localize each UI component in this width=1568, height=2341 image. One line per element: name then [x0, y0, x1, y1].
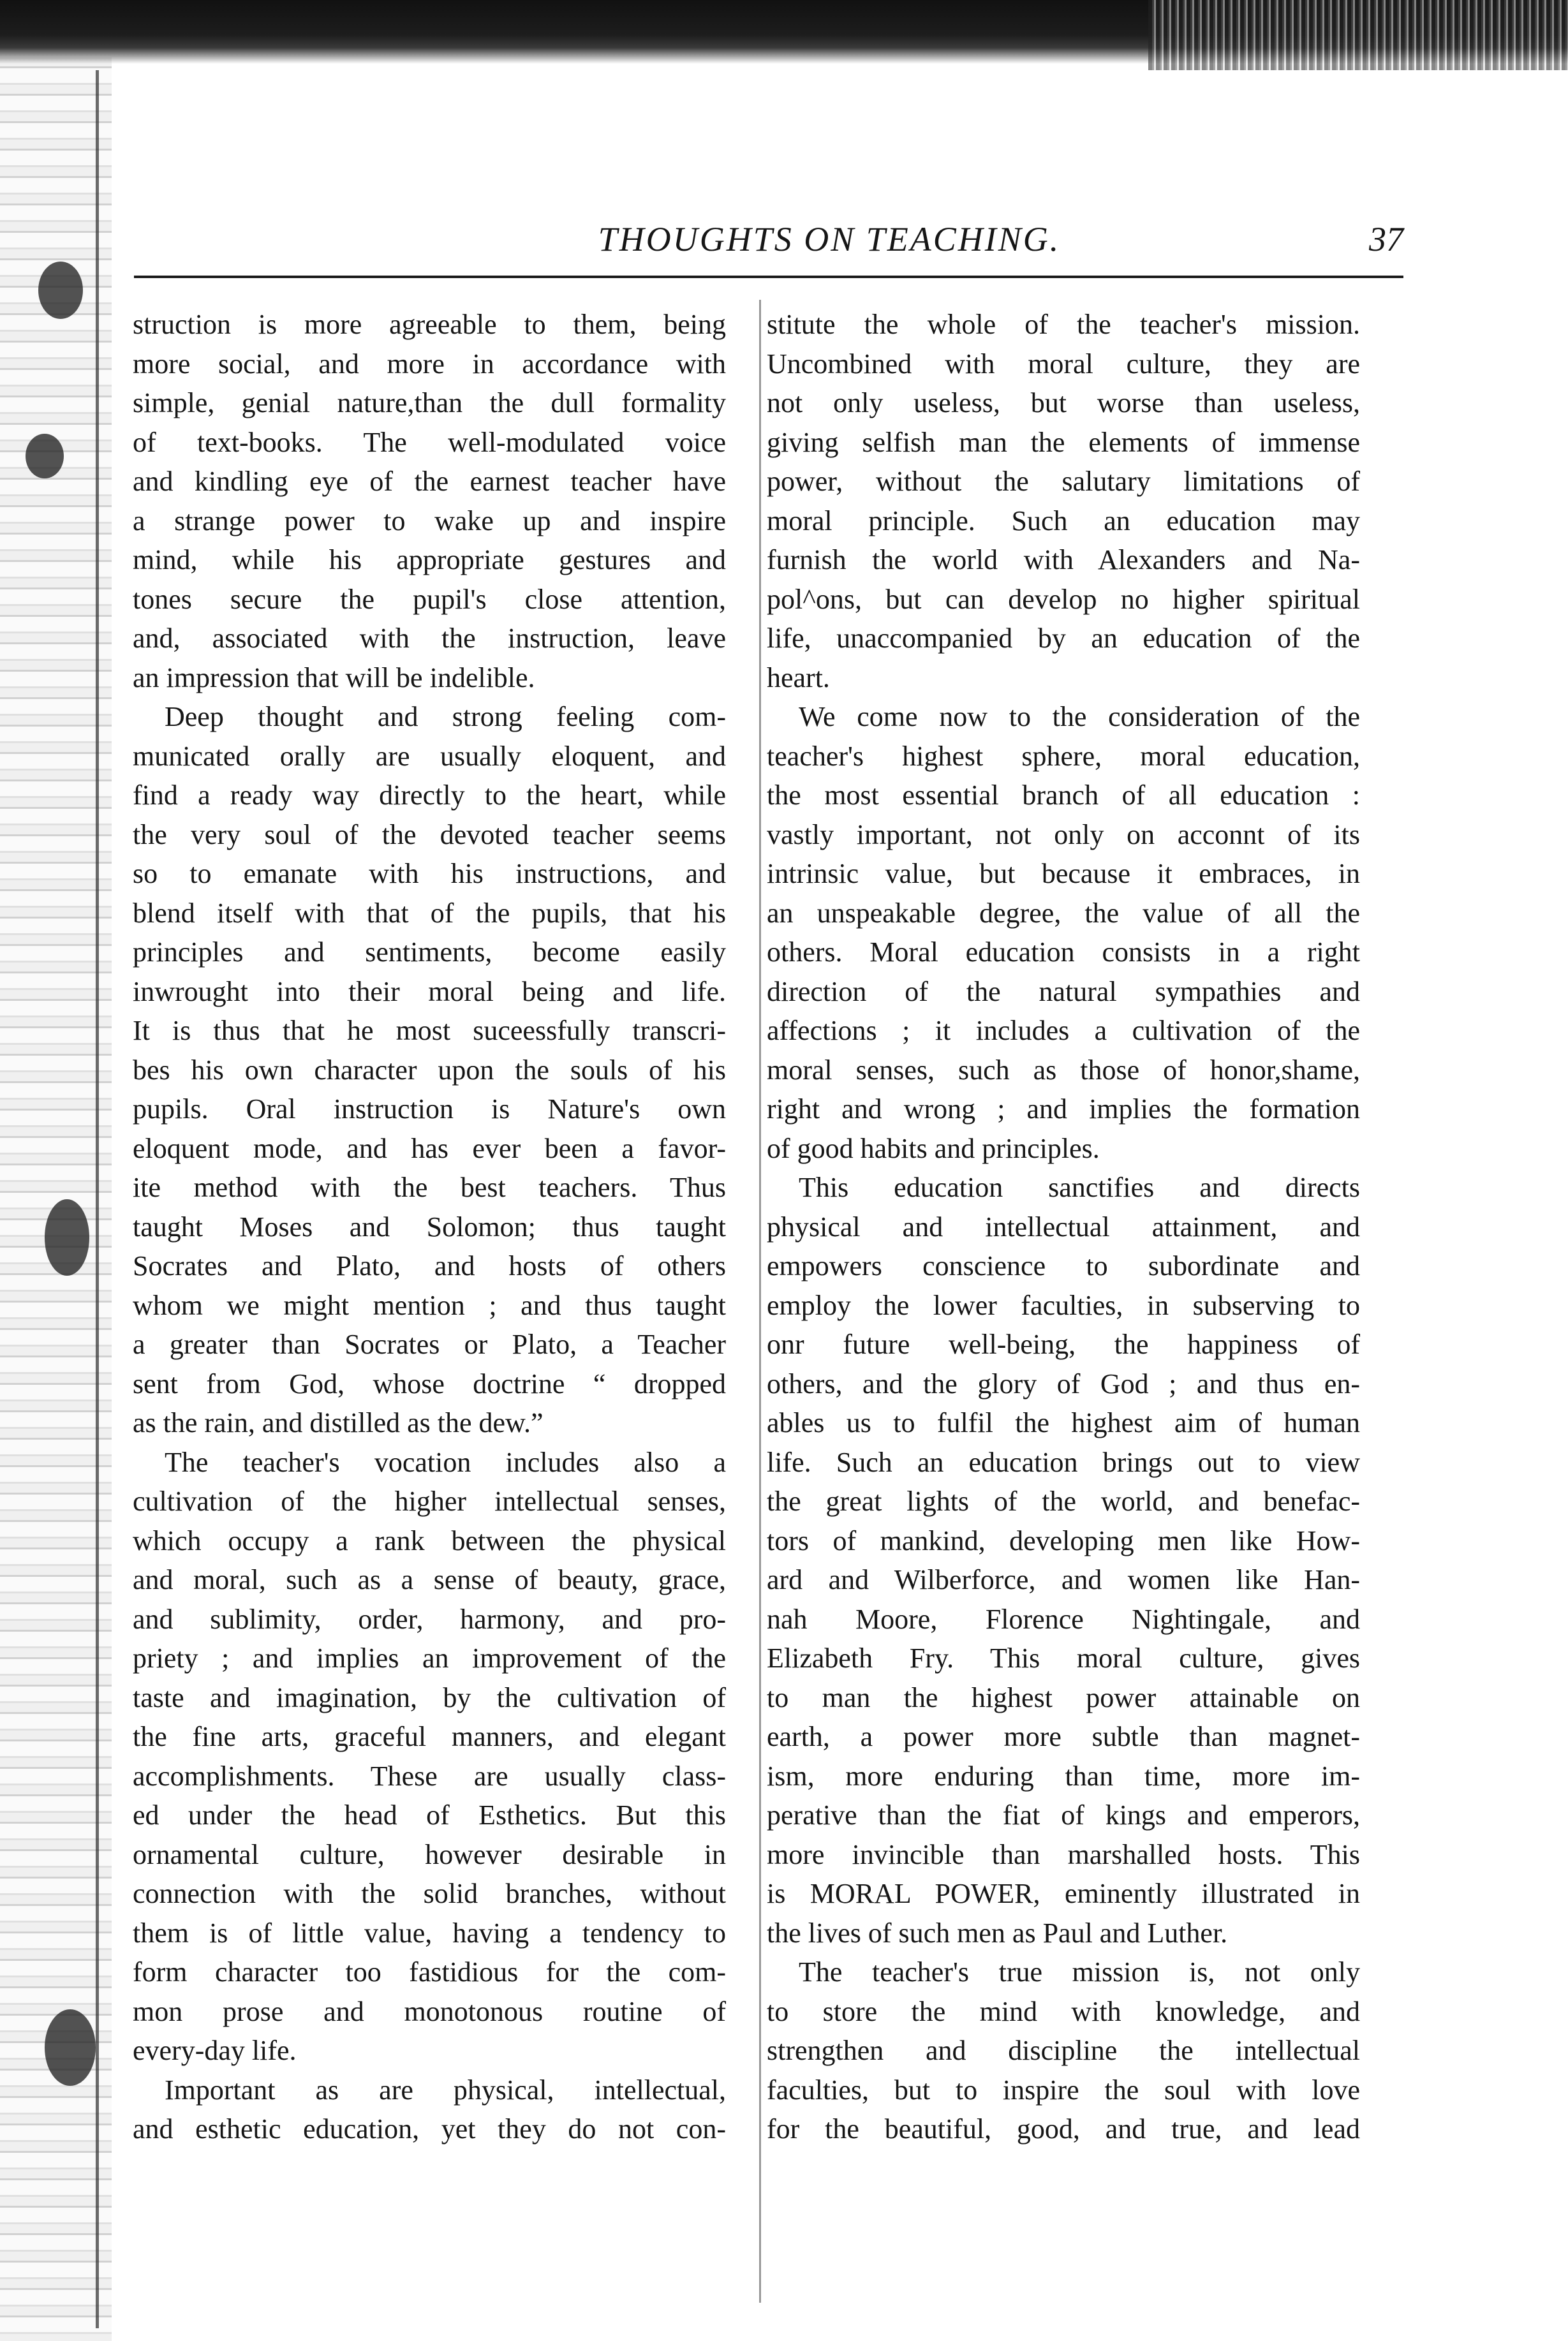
text-line: an impression that will be indelible. [133, 661, 535, 693]
scan-binding-edge [0, 57, 112, 2341]
text-line: moral senses, such as those of honor,shame, [767, 1054, 1360, 1086]
text-line: is MORAL POWER, eminently illustrated in [767, 1878, 1360, 1909]
right-column [767, 305, 1360, 2149]
text-line: ornamental culture, however desirable in [133, 1838, 726, 1870]
text-line: the very soul of the devoted teacher seems [133, 818, 726, 850]
scan-top-speckle [1148, 0, 1568, 70]
text-line: cultivation of the higher intellectual senses, [133, 1486, 726, 1517]
text-line: sent from God, whose doctrine “ dropped [133, 1368, 726, 1399]
text-line: tors of mankind, developing men like How- [767, 1525, 1360, 1556]
text-line: as the rain, and distilled as the dew.” [133, 1407, 544, 1438]
text-line: others. Moral education consists in a right [767, 936, 1360, 968]
text-line: furnish the world with Alexanders and Na- [767, 544, 1360, 575]
text-line: Deep thought and strong feeling com- [165, 701, 726, 732]
text-line: of text-books. The well-modulated voice [133, 426, 726, 458]
text-line: giving selfish man the elements of immense [767, 426, 1360, 458]
text-line: of good habits and principles. [767, 1132, 1100, 1164]
text-line: ard and Wilberforce, and women like Han- [767, 1564, 1360, 1595]
text-line: onr future well-being, the happiness of [767, 1329, 1360, 1360]
text-line: ables us to fulfil the highest aim of human [767, 1407, 1360, 1438]
page-number: 37 [1369, 220, 1403, 258]
text-line: others, and the glory of God ; and thus en- [767, 1368, 1360, 1399]
left-column [133, 305, 726, 2149]
text-line: pol^ons, but can develop no higher spiritual [767, 583, 1360, 615]
text-line: physical and intellectual attainment, and [767, 1211, 1360, 1243]
text-line: ism, more enduring than time, more im- [767, 1760, 1360, 1792]
text-line: the most essential branch of all education : [767, 779, 1360, 811]
text-line: the fine arts, graceful manners, and elegant [133, 1721, 726, 1752]
text-line: life. Such an education brings out to view [767, 1446, 1360, 1478]
text-line: strengthen and discipline the intellectual [767, 2035, 1360, 2066]
text-line: teacher's highest sphere, moral education, [767, 740, 1360, 772]
text-line: We come now to the consideration of the [799, 701, 1360, 732]
running-title: THOUGHTS ON TEACHING. [598, 220, 1061, 258]
column-divider [759, 300, 761, 2303]
scan-binding-line [96, 70, 99, 2328]
text-line: Socrates and Plato, and hosts of others [133, 1250, 726, 1281]
text-line: life, unaccompanied by an education of the [767, 623, 1360, 654]
text-line: to store the mind with knowledge, and [767, 1995, 1360, 2027]
text-line: them is of little value, having a tendency to [133, 1917, 726, 1949]
text-line: find a ready way directly to the heart, while [133, 779, 726, 811]
text-line: the great lights of the world, and benefac- [767, 1486, 1360, 1517]
text-line: more social, and more in accordance with [133, 348, 726, 380]
scan-blot [45, 2009, 96, 2086]
text-line: empowers conscience to subordinate and [767, 1250, 1360, 1281]
text-line: vastly important, not only on acconnt of its [767, 818, 1360, 850]
text-line: the lives of such men as Paul and Luther. [767, 1917, 1228, 1949]
text-line: ed under the head of Esthetics. But this [133, 1799, 726, 1831]
text-line: right and wrong ; and implies the formation [767, 1093, 1360, 1125]
text-line: and kindling eye of the earnest teacher have [133, 466, 726, 497]
text-line: so to emanate with his instructions, and [133, 858, 726, 889]
text-line: This education sanctifies and directs [799, 1172, 1360, 1203]
text-line: a strange power to wake up and inspire [133, 505, 726, 536]
text-line: mon prose and monotonous routine of [133, 1995, 726, 2027]
text-line: Important as are physical, intellectual, [165, 2074, 726, 2106]
text-line: The teacher's vocation includes also a [165, 1446, 726, 1478]
text-line: Elizabeth Fry. This moral culture, gives [767, 1643, 1360, 1674]
text-line: every-day life. [133, 2035, 297, 2066]
text-line: for the beautiful, good, and true, and lead [767, 2113, 1360, 2145]
text-line: principles and sentiments, become easily [133, 936, 726, 968]
text-line: which occupy a rank between the physical [133, 1525, 726, 1556]
text-line: form character too fastidious for the com- [133, 1956, 726, 1988]
text-line: mind, while his appropriate gestures and [133, 544, 726, 575]
text-line: It is thus that he most suceessfully transcri- [133, 1015, 726, 1046]
text-line: blend itself with that of the pupils, that his [133, 897, 726, 929]
scan-blot [45, 1199, 89, 1276]
text-line: faculties, but to inspire the soul with love [767, 2074, 1360, 2106]
running-head [128, 210, 1403, 268]
text-line: a greater than Socrates or Plato, a Teacher [133, 1329, 726, 1360]
text-line: whom we might mention ; and thus taught [133, 1289, 726, 1321]
text-line: earth, a power more subtle than magnet- [767, 1721, 1360, 1752]
text-line: power, without the salutary limitations of [767, 466, 1360, 497]
text-line: simple, genial nature,than the dull formality [133, 387, 726, 418]
text-line: bes his own character upon the souls of his [133, 1054, 726, 1086]
text-line: inwrought into their moral being and life. [133, 975, 726, 1007]
text-line: employ the lower faculties, in subserving to [767, 1289, 1360, 1321]
text-line: affections ; it includes a cultivation of the [767, 1015, 1360, 1046]
text-line: perative than the fiat of kings and emperors, [767, 1799, 1360, 1831]
text-line: stitute the whole of the teacher's mission. [767, 309, 1360, 340]
text-line: and sublimity, order, harmony, and pro- [133, 1603, 726, 1635]
text-line: more invincible than marshalled hosts. This [767, 1838, 1360, 1870]
text-line: and, associated with the instruction, leave [133, 623, 726, 654]
text-line: eloquent mode, and has ever been a favor- [133, 1132, 726, 1164]
text-line: an unspeakable degree, the value of all the [767, 897, 1360, 929]
scan-blot [26, 434, 64, 478]
text-line: tones secure the pupil's close attention, [133, 583, 726, 615]
text-line: nah Moore, Florence Nightingale, and [767, 1603, 1360, 1635]
text-line: priety ; and implies an improvement of the [133, 1643, 726, 1674]
text-line: accomplishments. These are usually class- [133, 1760, 726, 1792]
text-line: ite method with the best teachers. Thus [133, 1172, 726, 1203]
head-rule [134, 276, 1403, 278]
text-line: moral principle. Such an education may [767, 505, 1360, 536]
text-line: and moral, such as a sense of beauty, grace, [133, 1564, 726, 1595]
text-line: The teacher's true mission is, not only [799, 1956, 1360, 1988]
text-line: intrinsic value, but because it embraces, in [767, 858, 1360, 889]
text-line: pupils. Oral instruction is Nature's own [133, 1093, 726, 1125]
text-line: taught Moses and Solomon; thus taught [133, 1211, 726, 1243]
text-line: direction of the natural sympathies and [767, 975, 1360, 1007]
text-line: and esthetic education, yet they do not con- [133, 2113, 726, 2145]
text-line: struction is more agreeable to them, being [133, 309, 726, 340]
scan-blot [38, 262, 83, 319]
text-line: heart. [767, 661, 830, 693]
text-line: taste and imagination, by the cultivation of [133, 1681, 726, 1713]
text-line: connection with the solid branches, without [133, 1878, 726, 1909]
text-line: to man the highest power attainable on [767, 1681, 1360, 1713]
text-line: Uncombined with moral culture, they are [767, 348, 1360, 380]
text-line: municated orally are usually eloquent, and [133, 740, 726, 772]
text-line: not only useless, but worse than useless, [767, 387, 1360, 418]
